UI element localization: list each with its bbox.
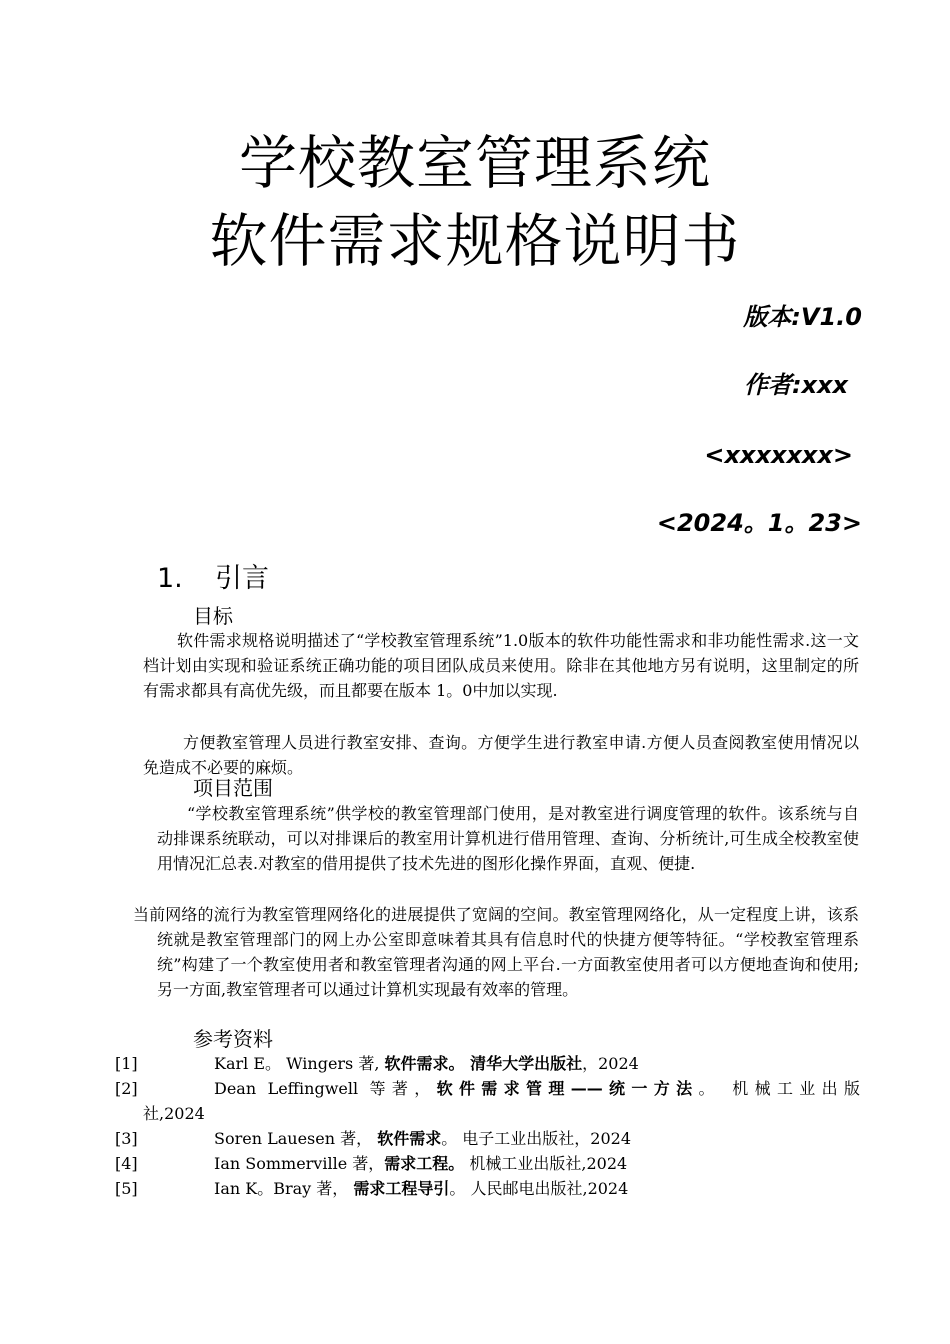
reference-title: 软件需求 bbox=[377, 1129, 442, 1148]
goal-paragraph-2: 方便教室管理人员进行教室安排、查询。方便学生进行教室申请.方便人员查阅教室使用情况以免造成不必要的麻烦。 bbox=[143, 733, 859, 777]
subheading-scope: 项目范围 bbox=[193, 776, 273, 800]
reference-title: 需求工程导引 bbox=[353, 1179, 450, 1198]
reference-index: [3] bbox=[115, 1129, 138, 1148]
reference-author: Karl E。 Wingers 著, bbox=[214, 1054, 385, 1073]
reference-item bbox=[115, 1051, 860, 1076]
version-label: 版本:V1.0 bbox=[743, 303, 862, 331]
author-label: 作者:xxx bbox=[743, 371, 848, 399]
reference-continuation: 社,2024 bbox=[143, 1104, 205, 1123]
section-title: 引言 bbox=[215, 563, 269, 594]
reference-author: Soren Lauesen 著， bbox=[214, 1129, 378, 1148]
subheading-goal: 目标 bbox=[193, 604, 233, 628]
reference-publisher: 。 人民邮电出版社,2024 bbox=[449, 1179, 629, 1198]
reference-publisher: 。 机械工业出版 bbox=[698, 1079, 860, 1098]
section-number: 1. bbox=[157, 563, 183, 594]
reference-item bbox=[115, 1076, 860, 1101]
reference-author: Ian K。Bray 著， bbox=[214, 1179, 354, 1198]
reference-publisher: ，2024 bbox=[582, 1054, 639, 1073]
reference-item bbox=[115, 1176, 860, 1201]
scope-paragraph-1: “学校教室管理系统”供学校的教室管理部门使用，是对教室进行调度管理的软件。该系统与自动排课系统联动，可以对排课后的教室用计算机进行借用管理、查询、分析统计,可生成全校教室使用情况汇总表.对教室的借用提供了技术先进的图形化操作界面，直观、便捷. bbox=[157, 804, 859, 873]
reference-author: Ian Sommerville 著， bbox=[214, 1154, 385, 1173]
reference-author: Dean Leffingwell 等著， bbox=[214, 1079, 437, 1098]
reference-publisher: 。 电子工业出版社，2024 bbox=[441, 1129, 632, 1148]
organization-label: <xxxxxxx> bbox=[704, 441, 853, 469]
scope-paragraph-2: 当前网络的流行为教室管理网络化的进展提供了宽阔的空间。教室管理网络化，从一定程度上讲，该系统就是教室管理部门的网上办公室即意味着其具有信息时代的快捷方便等特征。“学校教室管理系统”构建了一个教室使用者和教室管理者沟通的网上平台.一方面教室使用者可以方便地查询和使用;另一方面,教室管理者可以通过计算机实现最有效率的管理。 bbox=[133, 905, 859, 999]
section-heading-introduction bbox=[157, 562, 269, 596]
reference-index: [4] bbox=[115, 1154, 138, 1173]
document-title-line-1: 学校教室管理系统 bbox=[238, 129, 711, 197]
reference-index: [5] bbox=[115, 1179, 138, 1198]
date-label: <2024。1。23> bbox=[656, 509, 862, 537]
document-title-line-2: 软件需求规格说明书 bbox=[209, 207, 741, 275]
reference-title: 需求工程。 bbox=[384, 1154, 465, 1173]
reference-item bbox=[115, 1151, 860, 1176]
reference-body bbox=[214, 1076, 860, 1101]
reference-index: [2] bbox=[115, 1079, 138, 1098]
subheading-references: 参考资料 bbox=[193, 1027, 273, 1051]
goal-paragraph-1: 软件需求规格说明描述了“学校教室管理系统”1.0版本的软件功能性需求和非功能性需求.这一文档计划由实现和验证系统正确功能的项目团队成员来使用。除非在其他地方另有说明，这里制定的所有需求都具有高优先级，而且都要在版本 1。0中加以实现. bbox=[143, 631, 859, 700]
reference-title: 软件需求。 清华大学出版社 bbox=[384, 1054, 583, 1073]
reference-publisher: 机械工业出版社,2024 bbox=[464, 1154, 628, 1173]
reference-title: 软件需求管理——统一方法 bbox=[436, 1079, 699, 1098]
reference-item bbox=[115, 1126, 860, 1151]
reference-index: [1] bbox=[115, 1054, 138, 1073]
